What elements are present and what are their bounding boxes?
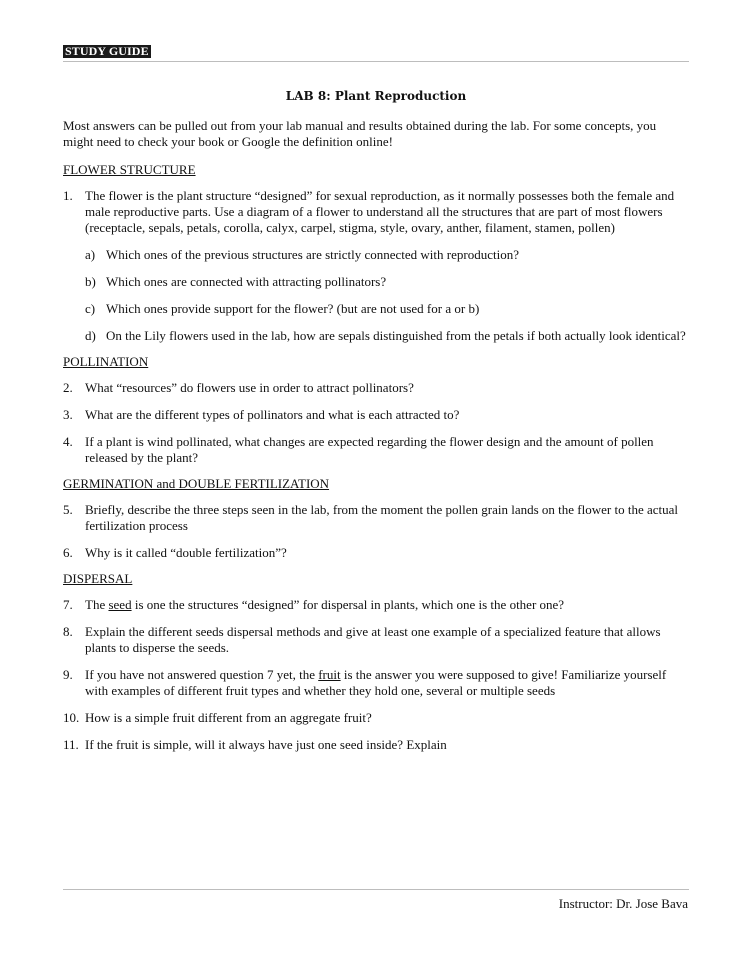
question-number: c)	[85, 301, 96, 316]
keyword-seed: seed	[108, 597, 132, 612]
question-text: If a plant is wind pollinated, what changes are expected regarding the flower design and the amount of pollen released by the plant?	[85, 434, 654, 465]
question-number: b)	[85, 274, 96, 289]
section-pollination: POLLINATION	[63, 354, 149, 369]
instructor-footer: Instructor: Dr. Jose Bava	[558, 896, 688, 911]
question-1d	[63, 328, 689, 344]
question-1	[63, 188, 689, 236]
question-number: d)	[85, 328, 96, 343]
question-text: What “resources” do flowers use in order to attract pollinators?	[85, 380, 414, 395]
question-text: How is a simple fruit different from an aggregate fruit?	[85, 710, 372, 725]
question-10	[63, 710, 689, 726]
question-1c	[63, 301, 689, 317]
question-text: The flower is the plant structure “designed” for sexual reproduction, as it normally possesses both the female and male reproductive parts. Use a diagram of a flower to understand all the structures that are part of most flowers (receptacle, sepals, petals, corolla, calyx, carpel, stigma, style, ovary, anther, filament, stamen, pollen)	[85, 188, 675, 235]
question-number: 2.	[63, 380, 73, 395]
keyword-fruit: fruit	[318, 667, 341, 682]
question-text-start: The	[85, 597, 106, 612]
question-text-start: If you have not answered question 7 yet, the	[85, 667, 315, 682]
question-number: 7.	[63, 597, 73, 612]
question-text: What are the different types of pollinators and what is each attracted to?	[85, 407, 460, 422]
question-text: Briefly, describe the three steps seen in the lab, from the moment the pollen grain lands on the flower to the actual fertilization process	[85, 502, 678, 533]
question-text: Which ones are connected with attracting pollinators?	[106, 274, 387, 289]
question-9	[63, 667, 689, 699]
question-number: 8.	[63, 624, 73, 639]
question-7	[63, 597, 689, 613]
question-11	[63, 737, 689, 753]
question-text: Which ones provide support for the flower? (but are not used for a or b)	[106, 301, 480, 316]
question-1b	[63, 274, 689, 290]
question-number: 4.	[63, 434, 73, 449]
question-2	[63, 380, 689, 396]
section-double-fertilization-label: DOUBLE FERTILIZATION	[178, 476, 330, 491]
question-text-end: is one the structures “designed” for dispersal in plants, which one is the other one?	[134, 597, 565, 612]
question-number: 3.	[63, 407, 73, 422]
question-5	[63, 502, 689, 534]
question-text: Why is it called “double fertilization”?	[85, 545, 287, 560]
footer-rule	[63, 889, 689, 890]
section-germination-label: GERMINATION and	[63, 476, 176, 491]
question-number: 1.	[63, 188, 73, 203]
header-rule	[63, 61, 689, 62]
question-text: If the fruit is simple, will it always have just one seed inside? Explain	[85, 737, 447, 752]
section-germination	[63, 476, 689, 492]
question-number: 11.	[63, 737, 79, 752]
question-number: 6.	[63, 545, 73, 560]
question-text: Which ones of the previous structures are strictly connected with reproduction?	[106, 247, 519, 262]
question-number: 10.	[63, 710, 80, 725]
question-number: 5.	[63, 502, 73, 517]
document-body	[63, 118, 689, 764]
page-title: LAB 8: Plant Reproduction	[285, 89, 467, 103]
question-4	[63, 434, 689, 466]
question-3	[63, 407, 689, 423]
question-number: a)	[85, 247, 96, 262]
question-text: Explain the different seeds dispersal methods and give at least one example of a specialized feature that allows plants to disperse the seeds.	[85, 624, 661, 655]
section-flower-structure: FLOWER STRUCTURE	[63, 162, 196, 177]
section-dispersal: DISPERSAL	[63, 571, 133, 586]
question-1a	[63, 247, 689, 263]
question-number: 9.	[63, 667, 73, 682]
question-text: On the Lily flowers used in the lab, how are sepals distinguished from the petals if both actually look identical?	[106, 328, 686, 343]
question-text-end: is the answer you were supposed to give! Familiarize yourself with examples of different fruit types and whether they hold one, several or multiple seeds	[85, 667, 667, 698]
intro-paragraph: Most answers can be pulled out from your lab manual and results obtained during the lab. For some concepts, you might need to check your book or Google the definition online!	[63, 118, 657, 149]
study-guide-tag: STUDY GUIDE	[65, 44, 149, 58]
question-8	[63, 624, 689, 656]
question-6	[63, 545, 689, 561]
